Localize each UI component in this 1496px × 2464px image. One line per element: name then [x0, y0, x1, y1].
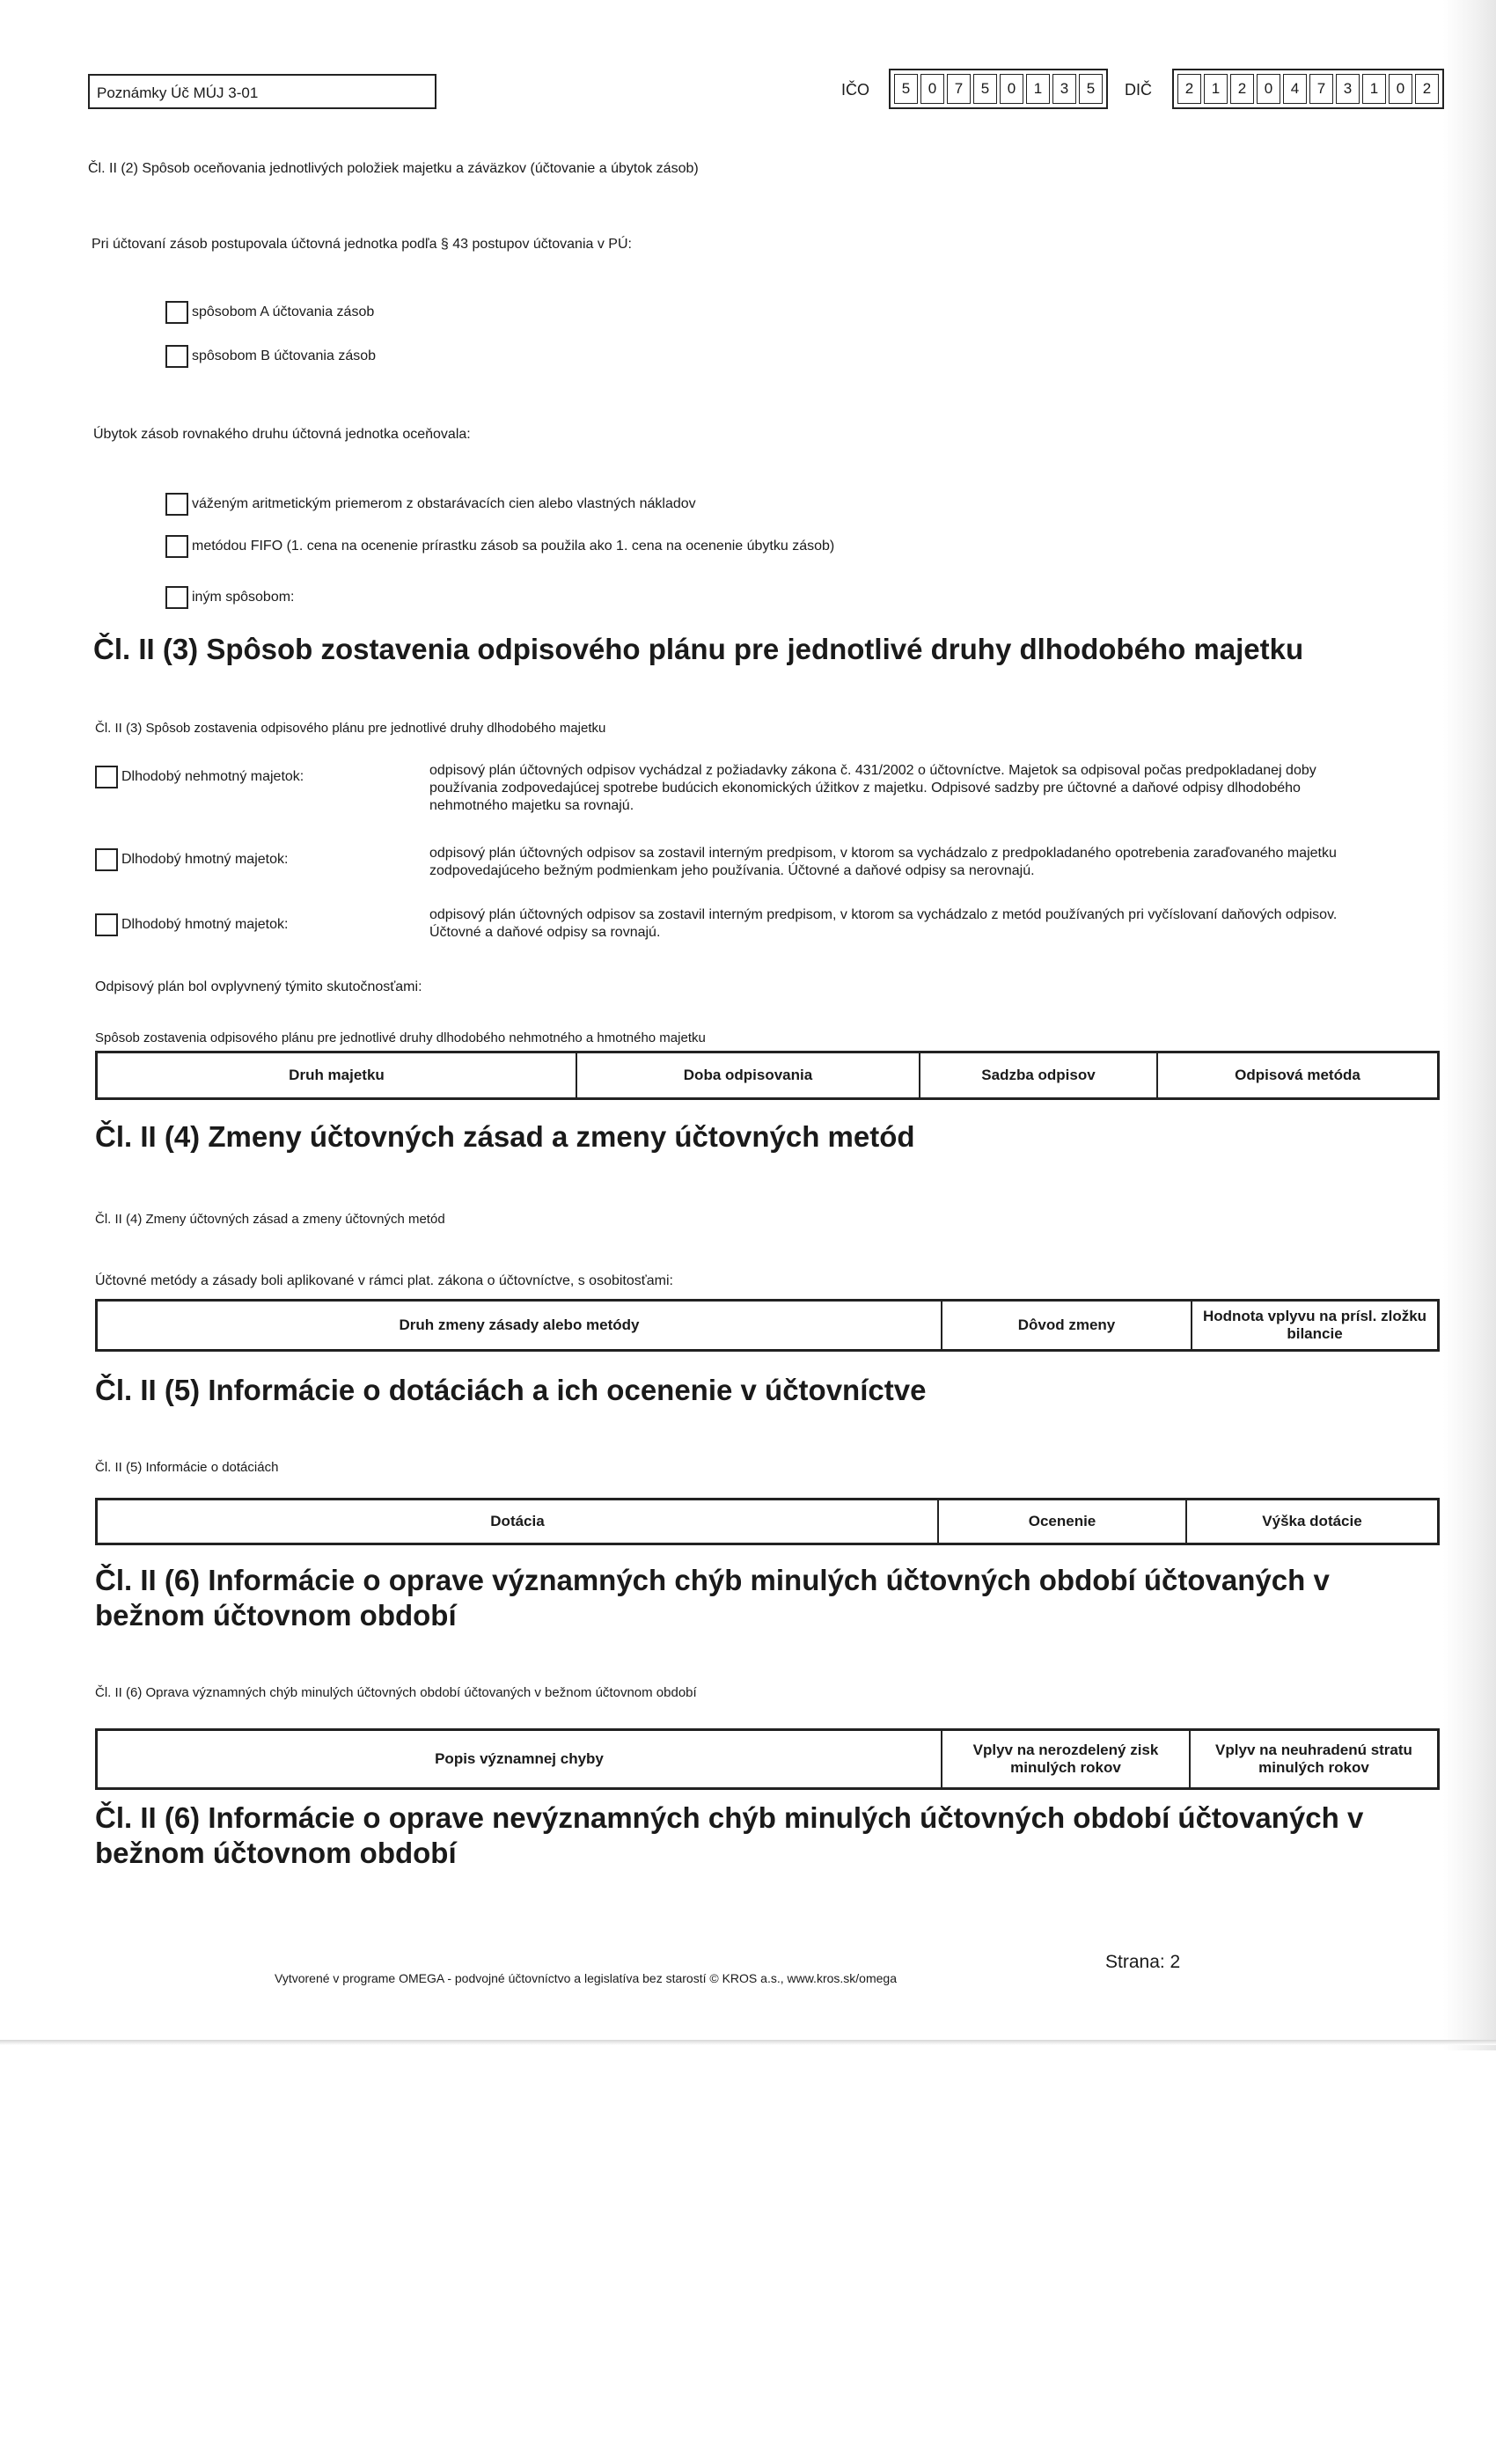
fifo-checkbox[interactable]: [165, 535, 188, 558]
ico-label: IČO: [841, 81, 870, 99]
ico-digit: 5: [894, 74, 918, 104]
tangible-assets-1-description: odpisový plán účtovných odpisov sa zostavil interným predpisom, v ktorom sa vychádzalo z predpokladaného opotrebenia zaraďovaného majetku zodpovedajúceho bežným podmienkam jeho používania. Účtovné a daňové odpisy sa nerovnajú.: [429, 846, 1337, 878]
section3-title: Čl. II (3) Spôsob zostavenia odpisového plánu pre jednotlivé druhy dlhodobého majetku: [93, 633, 1304, 665]
intangible-assets-label: Dlhodobý nehmotný majetok:: [121, 769, 304, 784]
col-error-description: Popis významnej chyby: [98, 1731, 942, 1787]
option-fifo: [165, 535, 834, 558]
option-method-b: [165, 345, 376, 368]
weighted-average-label: váženým aritmetickým priemerom z obstarávacích cien alebo vlastných nákladov: [192, 496, 696, 511]
col-balance-impact: Hodnota vplyvu na prísl. zložku bilancie: [1202, 1308, 1427, 1342]
ico-digits: [889, 69, 1108, 109]
depreciation-table-header: [95, 1051, 1440, 1100]
form-reference: [88, 74, 436, 109]
page-number: Strana: 2: [1105, 1952, 1181, 1972]
method-b-checkbox[interactable]: [165, 345, 188, 368]
tangible-assets-1-checkbox[interactable]: [95, 848, 118, 871]
col-unpaid-loss-impact: Vplyv na neuhradenú stratu minulých rokov: [1215, 1742, 1412, 1776]
tangible-assets-1-label: Dlhodobý hmotný majetok:: [121, 852, 289, 867]
influence-note: Odpisový plán bol ovplyvnený týmito skutočnosťami:: [95, 979, 422, 994]
ico-digit: 0: [1000, 74, 1023, 104]
subsidies-table-header: [95, 1498, 1440, 1545]
weighted-average-checkbox[interactable]: [165, 493, 188, 516]
policy-changes-table-header: [95, 1299, 1440, 1352]
dic-digit: 1: [1362, 74, 1386, 104]
ico-digit: 1: [1026, 74, 1050, 104]
dic-digit: 3: [1336, 74, 1360, 104]
tangible-assets-2-description: odpisový plán účtovných odpisov sa zostavil interným predpisom, v ktorom sa vychádzalo z metód používaných pri vyčíslovaní daňových odpisov. Účtovné a daňové odpisy sa rovnajú.: [429, 907, 1338, 940]
dic-digit: 2: [1415, 74, 1439, 104]
dic-digit: 0: [1389, 74, 1412, 104]
dic-digit: 7: [1309, 74, 1333, 104]
dic-digit: 2: [1177, 74, 1201, 104]
scan-edge-shadow: [1443, 0, 1496, 2050]
dic-digit: 0: [1257, 74, 1280, 104]
option-other: [165, 586, 295, 609]
tangible-assets-2-checkbox[interactable]: [95, 913, 118, 936]
option-weighted-average: [165, 493, 696, 516]
ico-digit: 5: [1079, 74, 1103, 104]
col-subsidy-amount: Výška dotácie: [1262, 1513, 1362, 1529]
section2-intro: Pri účtovaní zásob postupovala účtovná jednotka podľa § 43 postupov účtovania v PÚ:: [92, 237, 632, 252]
col-depreciation-rate: Sadzba odpisov: [920, 1053, 1158, 1097]
tangible-assets-row-1: [95, 848, 288, 871]
col-depreciation-period: Doba odpisovania: [577, 1053, 920, 1097]
ico-digit: 3: [1052, 74, 1076, 104]
tangible-assets-row-2: [95, 913, 288, 936]
intangible-assets-checkbox[interactable]: [95, 766, 118, 788]
section4-note: Účtovné metódy a zásady boli aplikované v rámci plat. zákona o účtovníctve, s osobitosťami:: [95, 1273, 673, 1288]
dic-digits: [1172, 69, 1444, 109]
col-valuation: Ocenenie: [939, 1500, 1187, 1543]
dic-digit: 1: [1204, 74, 1228, 104]
ico-digit: 5: [973, 74, 997, 104]
col-subsidy: Dotácia: [98, 1500, 939, 1543]
depreciation-table-caption: Spôsob zostavenia odpisového plánu pre jednotlivé druhy dlhodobého nehmotného a hmotného majetku: [95, 1030, 706, 1045]
dic-digit: 2: [1230, 74, 1254, 104]
col-asset-type: Druh majetku: [98, 1053, 577, 1097]
tangible-assets-2-label: Dlhodobý hmotný majetok:: [121, 917, 289, 932]
method-a-label: spôsobom A účtovania zásob: [192, 304, 375, 319]
ico-digit: 0: [920, 74, 944, 104]
col-change-type: Druh zmeny zásady alebo metódy: [98, 1302, 942, 1349]
col-change-reason: Dôvod zmeny: [942, 1302, 1192, 1349]
col-retained-earnings-impact: Vplyv na nerozdelený zisk minulých rokov: [942, 1731, 1191, 1787]
section5-title: Čl. II (5) Informácie o dotáciách a ich ocenenie v účtovníctve: [95, 1374, 927, 1406]
fifo-label: metódou FIFO (1. cena na ocenenie prírastku zásob sa použila ako 1. cena na ocenenie úbytku zásob): [192, 539, 835, 554]
method-a-checkbox[interactable]: [165, 301, 188, 324]
section2-heading: Čl. II (2) Spôsob oceňovania jednotlivých položiek majetku a záväzkov (účtovanie a úbytok zásob): [88, 161, 699, 176]
section5-subtitle: Čl. II (5) Informácie o dotáciách: [95, 1460, 279, 1475]
footer-credit: Vytvorené v programe OMEGA - podvojné účtovníctvo a legislatíva bez starostí © KROS a.s., www.kros.sk/omega: [275, 1971, 897, 1985]
section7-title: Čl. II (6) Informácie o oprave nevýznamných chýb minulých účtovných období účtovaných v bežnom účtovnom období: [95, 1801, 1364, 1869]
section6-subtitle: Čl. II (6) Oprava významných chýb minulých účtovných období účtovaných v bežnom účtovnom období: [95, 1685, 697, 1700]
ubytok-label: Úbytok zásob rovnakého druhu účtovná jednotka oceňovala:: [93, 427, 471, 442]
method-b-label: spôsobom B účtovania zásob: [192, 348, 377, 363]
other-method-label: iným spôsobom:: [192, 590, 295, 605]
option-method-a: [165, 301, 374, 324]
dic-digit: 4: [1283, 74, 1307, 104]
section4-title: Čl. II (4) Zmeny účtovných zásad a zmeny účtovných metód: [95, 1120, 915, 1153]
scan-bottom-edge: [0, 2040, 1496, 2045]
intangible-assets-description: odpisový plán účtovných odpisov vychádzal z požiadavky zákona č. 431/2002 o účtovníctve. Majetok sa odpisoval počas predpokladanej doby používania zodpovedajúcej spotrebe budúcich ekonomických úžitkov z majetku. Odpisové sadzby pre účtovné a daňové odpisy dlhodobého nehmotného majetku sa rovnajú.: [429, 763, 1316, 813]
ico-digit: 7: [947, 74, 971, 104]
dic-label: DIČ: [1125, 81, 1152, 99]
intangible-assets-row: [95, 766, 304, 788]
section6-title: Čl. II (6) Informácie o oprave významných chýb minulých účtovných období účtovaných v bežnom účtovnom období: [95, 1564, 1330, 1632]
section3-subtitle: Čl. II (3) Spôsob zostavenia odpisového plánu pre jednotlivé druhy dlhodobého majetku: [95, 721, 606, 736]
significant-errors-table-header: [95, 1728, 1440, 1790]
form-reference-text: Poznámky Úč MÚJ 3-01: [97, 84, 259, 101]
other-method-checkbox[interactable]: [165, 586, 188, 609]
col-depreciation-method: Odpisová metóda: [1235, 1067, 1360, 1083]
section4-subtitle: Čl. II (4) Zmeny účtovných zásad a zmeny účtovných metód: [95, 1212, 445, 1227]
